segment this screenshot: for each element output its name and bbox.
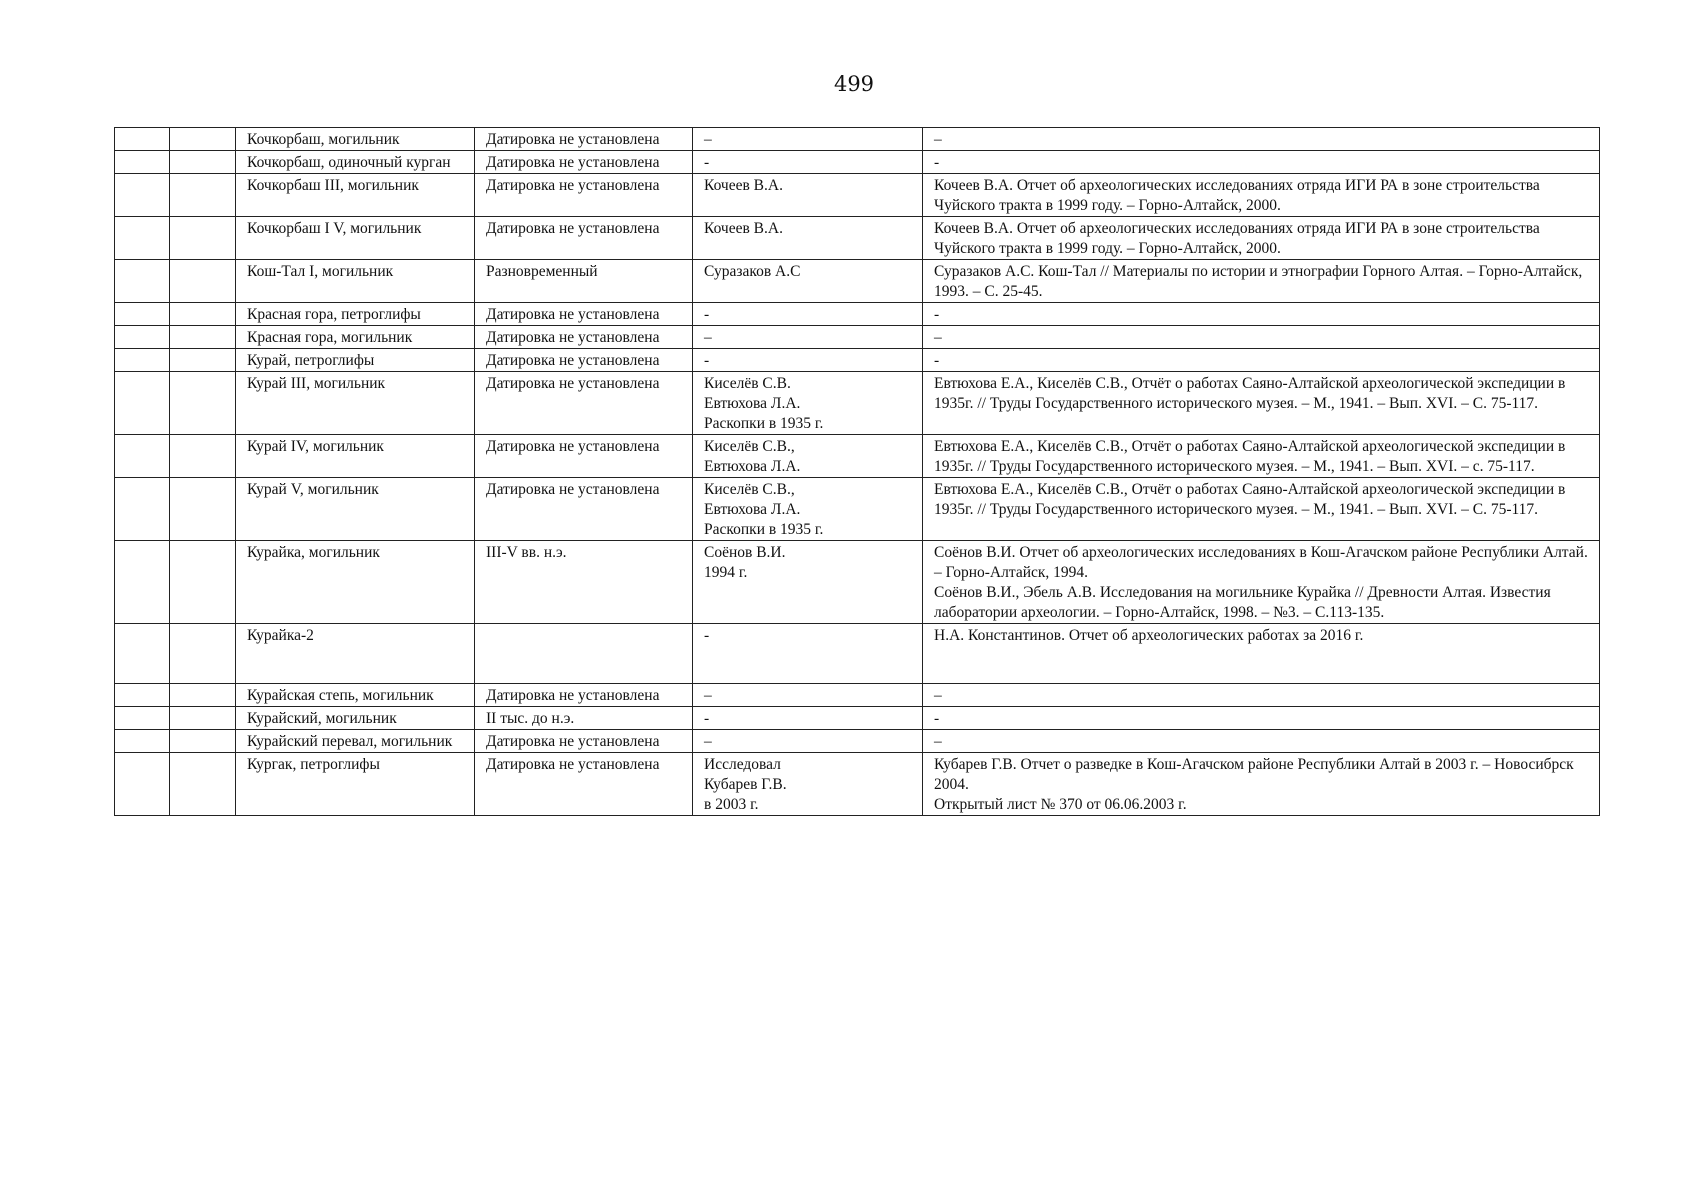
number-cell [115,174,170,217]
number-cell [115,684,170,707]
site-name-cell: Кочкорбаш I V, могильник [236,217,475,260]
number-cell [115,707,170,730]
source-cell: - [923,707,1600,730]
number-cell [115,624,170,684]
dating-cell: II тыс. до н.э. [475,707,693,730]
code-cell [170,707,236,730]
source-cell: – [923,730,1600,753]
source-cell: - [923,349,1600,372]
number-cell [115,128,170,151]
site-name-cell: Красная гора, петроглифы [236,303,475,326]
table-row [115,372,1600,435]
researcher-cell: Исследовал Кубарев Г.В. в 2003 г. [693,753,923,816]
site-name-cell: Курай III, могильник [236,372,475,435]
site-name-cell: Курайская степь, могильник [236,684,475,707]
researcher-cell: – [693,326,923,349]
number-cell [115,303,170,326]
source-cell: - [923,303,1600,326]
researcher-cell: Суразаков А.С [693,260,923,303]
code-cell [170,753,236,816]
source-cell: – [923,128,1600,151]
code-cell [170,730,236,753]
source-cell: Евтюхова Е.А., Киселёв С.В., Отчёт о работах Саяно-Алтайской археологической экспедиции в 1935г. // Труды Государственного исторического музея. – М., 1941. – Вып. XVI. – С. 75-117. [923,372,1600,435]
dating-cell: Датировка не установлена [475,303,693,326]
researcher-cell: Киселёв С.В. Евтюхова Л.А. Раскопки в 1935 г. [693,372,923,435]
site-name-cell: Курай, петроглифы [236,349,475,372]
dating-cell: Датировка не установлена [475,684,693,707]
number-cell [115,349,170,372]
source-cell: – [923,684,1600,707]
site-name-cell: Курайка-2 [236,624,475,684]
table-row [115,349,1600,372]
code-cell [170,128,236,151]
researcher-cell: – [693,128,923,151]
researcher-cell: Кочеев В.А. [693,217,923,260]
code-cell [170,478,236,541]
page-number: 499 [833,72,875,96]
researcher-cell: Киселёв С.В., Евтюхова Л.А. Раскопки в 1935 г. [693,478,923,541]
table-row [115,151,1600,174]
researcher-cell: Кочеев В.А. [693,174,923,217]
dating-cell: Датировка не установлена [475,753,693,816]
table-row [115,753,1600,816]
code-cell [170,217,236,260]
table-row [115,303,1600,326]
researcher-cell: - [693,151,923,174]
table-row [115,326,1600,349]
researcher-cell: - [693,349,923,372]
table-row [115,128,1600,151]
researcher-cell: - [693,707,923,730]
table-row [115,684,1600,707]
dating-cell: Датировка не установлена [475,478,693,541]
researcher-cell: Соёнов В.И. 1994 г. [693,541,923,624]
code-cell [170,684,236,707]
site-name-cell: Курайский, могильник [236,707,475,730]
number-cell [115,217,170,260]
number-cell [115,151,170,174]
sites-table-body [115,128,1600,816]
number-cell [115,541,170,624]
source-cell: Кочеев В.А. Отчет об археологических исследованиях отряда ИГИ РА в зоне строительства Чуйского тракта в 1999 году. – Горно-Алтайск, 2000. [923,217,1600,260]
table-row [115,174,1600,217]
number-cell [115,478,170,541]
code-cell [170,326,236,349]
number-cell [115,435,170,478]
source-cell: Н.А. Константинов. Отчет об археологических работах за 2016 г. [923,624,1600,684]
dating-cell [475,624,693,684]
table-row [115,624,1600,684]
code-cell [170,541,236,624]
dating-cell: Датировка не установлена [475,349,693,372]
researcher-cell: - [693,624,923,684]
dating-cell: Датировка не установлена [475,151,693,174]
researcher-cell: – [693,730,923,753]
dating-cell: Датировка не установлена [475,372,693,435]
site-name-cell: Курайка, могильник [236,541,475,624]
dating-cell: Разновременный [475,260,693,303]
source-cell: Евтюхова Е.А., Киселёв С.В., Отчёт о работах Саяно-Алтайской археологической экспедиции в 1935г. // Труды Государственного исторического музея. – М., 1941. – Вып. XVI. – С. 75-117. [923,478,1600,541]
site-name-cell: Кургак, петроглифы [236,753,475,816]
table-row [115,435,1600,478]
table-row [115,730,1600,753]
code-cell [170,349,236,372]
source-cell: Кубарев Г.В. Отчет о разведке в Кош-Агачском районе Республики Алтай в 2003 г. – Новосибрск 2004. Открытый лист № 370 от 06.06.2003 г. [923,753,1600,816]
researcher-cell: - [693,303,923,326]
researcher-cell: Киселёв С.В., Евтюхова Л.А. [693,435,923,478]
table-row [115,217,1600,260]
table-row [115,478,1600,541]
code-cell [170,435,236,478]
dating-cell: Датировка не установлена [475,435,693,478]
site-name-cell: Кочкорбаш III, могильник [236,174,475,217]
site-name-cell: Курай V, могильник [236,478,475,541]
number-cell [115,326,170,349]
number-cell [115,730,170,753]
code-cell [170,624,236,684]
dating-cell: Датировка не установлена [475,217,693,260]
number-cell [115,260,170,303]
number-cell [115,753,170,816]
dating-cell: Датировка не установлена [475,730,693,753]
sites-table [114,127,1600,816]
site-name-cell: Кош-Тал I, могильник [236,260,475,303]
code-cell [170,260,236,303]
site-name-cell: Кочкорбаш, одиночный курган [236,151,475,174]
source-cell: Суразаков А.С. Кош-Тал // Материалы по истории и этнографии Горного Алтая. – Горно-Алтайск, 1993. – С. 25-45. [923,260,1600,303]
code-cell [170,372,236,435]
table-row [115,260,1600,303]
table-row [115,707,1600,730]
source-cell: Соёнов В.И. Отчет об археологических исследованиях в Кош-Агачском районе Республики Алтай. – Горно-Алтайск, 1994. Соёнов В.И., Эбель А.В. Исследования на могильнике Курайка // Древности Алтая. Известия лаборатории археологии. – Горно-Алтайск, 1998. – №3. – С.113-135. [923,541,1600,624]
site-name-cell: Курайский перевал, могильник [236,730,475,753]
source-cell: Евтюхова Е.А., Киселёв С.В., Отчёт о работах Саяно-Алтайской археологической экспедиции в 1935г. // Труды Государственного исторического музея. – М., 1941. – Вып. XVI. – с. 75-117. [923,435,1600,478]
dating-cell: Датировка не установлена [475,174,693,217]
dating-cell: Датировка не установлена [475,128,693,151]
source-cell: – [923,326,1600,349]
code-cell [170,151,236,174]
site-name-cell: Красная гора, могильник [236,326,475,349]
researcher-cell: – [693,684,923,707]
code-cell [170,174,236,217]
dating-cell: Датировка не установлена [475,326,693,349]
source-cell: - [923,151,1600,174]
source-cell: Кочеев В.А. Отчет об археологических исследованиях отряда ИГИ РА в зоне строительства Чуйского тракта в 1999 году. – Горно-Алтайск, 2000. [923,174,1600,217]
code-cell [170,303,236,326]
dating-cell: III-V вв. н.э. [475,541,693,624]
table-row [115,541,1600,624]
site-name-cell: Кочкорбаш, могильник [236,128,475,151]
number-cell [115,372,170,435]
site-name-cell: Курай IV, могильник [236,435,475,478]
